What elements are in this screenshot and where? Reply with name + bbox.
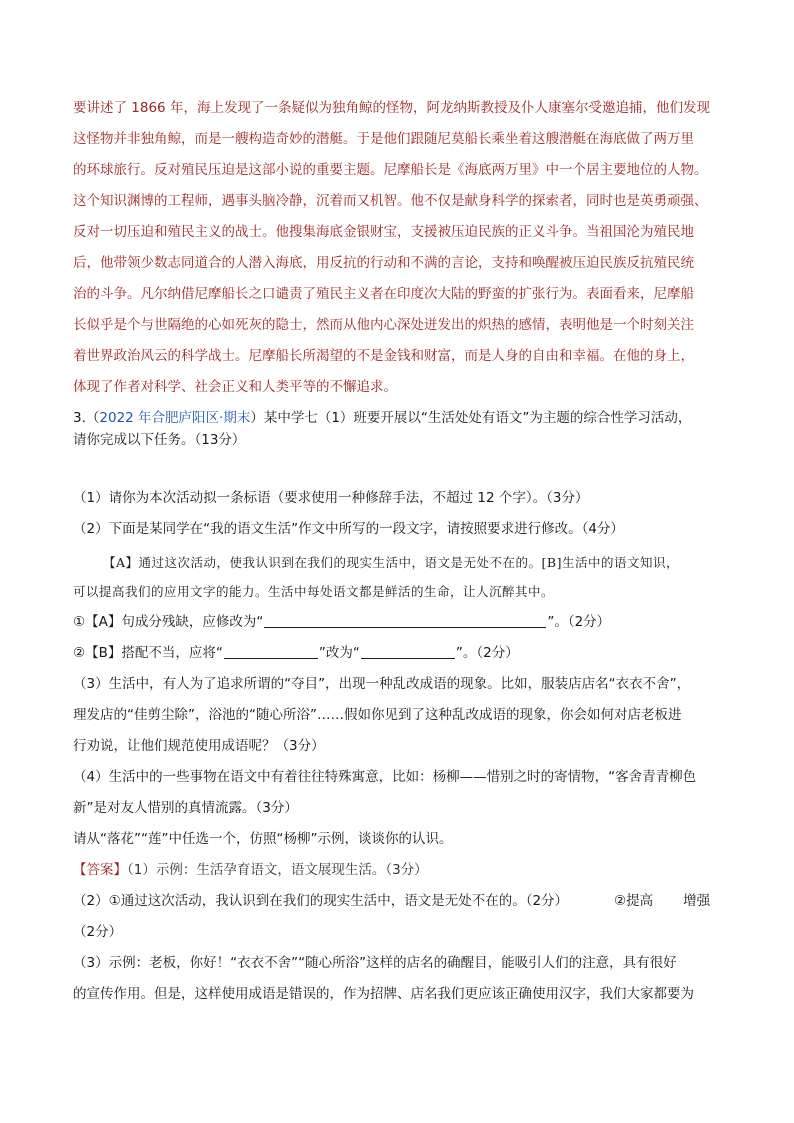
answer-prev-line-8: 长似乎是个与世隔绝的心如死灰的隐士，然而从他内心深处迸发出的炽热的感情，表明他是一个时刻关注 (73, 317, 694, 333)
answer-prev-line-3: 的环球旅行。反对殖民压迫是这部小说的重要主题。尼摩船长是《海底两万里》中一个居主要地位的人物。 (73, 162, 708, 178)
q2-1-suffix: ”。（2分） (547, 614, 611, 630)
answer-blank-b-revised[interactable] (361, 644, 455, 659)
sub-question-3-line-2: 理发店的“佳剪尘除”，浴池的“随心所浴”……假如你见到了这种乱改成语的现象，你会如何对店老板进 (73, 707, 682, 723)
answer-2-part-3: 增强 (683, 893, 711, 909)
sub-question-2-2 (73, 643, 519, 663)
answer-prev-line-1: 要讲述了 1866 年，海上发现了一条疑似为独角鲸的怪物，阿龙纳斯教授及仆人康塞尔受邀追捕，他们发现 (73, 100, 710, 116)
question-source: 2022 年合肥庐阳区·期末 (99, 410, 251, 426)
answer-prev-line-2: 这怪物并非独角鲸，而是一艘构造奇妙的潜艇。于是他们跟随尼莫船长乘坐着这艘潜艇在海底做了两万里 (73, 131, 694, 147)
answer-prev-line-4: 这个知识渊博的工程师，遇事头脑冷静，沉着而又机智。他不仅是献身科学的探索者，同时也是英勇顽强、 (73, 193, 708, 209)
answer-prev-line-7: 治的斗争。凡尔纳借尼摩船长之口谴责了殖民主义者在印度次大陆的野蛮的扩张行为。表面看来，尼摩船 (73, 286, 694, 302)
question-header (73, 408, 691, 428)
sub-question-3-line-3: 行劝说，让他们规范使用成语呢？（3分） (73, 738, 325, 754)
q2-2-mid: ”改为“ (318, 645, 360, 661)
passage-line-2: 可以提高我们的应用文字的能力。生活中每处语文都是鲜活的生命，让人沉醉其中。 (73, 584, 555, 599)
sub-question-2: （2）下面是某同学在“我的语文生活”作文中所写的一段文字，请按照要求进行修改。（4分） (73, 521, 624, 537)
sub-question-3-line-1: （3）生活中，有人为了追求所谓的“夺目”，出现一种乱改成语的现象。比如，服装店店名“衣衣不舍”， (73, 676, 691, 692)
answer-prev-line-10: 体现了作者对科学、社会正义和人类平等的不懈追求。 (73, 379, 397, 395)
q2-2-prompt: ②【B】搭配不当，应将“ (73, 645, 223, 661)
answer-2-part-2: ②提高 (614, 893, 654, 909)
answer-3-line-2: 的宣传作用。但是，这样使用成语是错误的，作为招牌、店名我们更应该正确使用汉字，我们大家都要为 (73, 986, 694, 1002)
q2-1-prompt: ①【A】句成分残缺，应修改为“ (73, 614, 264, 630)
question-stem-b: 请你完成以下任务。（13分） (73, 432, 246, 448)
answer-3-line-1: （3）示例：老板，你好！“衣衣不舍”“随心所浴”这样的店名的确醒目，能吸引人们的注意，具有很好 (73, 955, 677, 971)
answer-blank-b-original[interactable] (224, 644, 318, 659)
q2-2-suffix: ”。（2分） (455, 645, 519, 661)
question-number: 3.（ (73, 410, 100, 426)
answer-prev-line-9: 着世界政治风云的科学战士。尼摩船长所渴望的不是金钱和财富，而是人身的自由和幸福。在他的身上， (73, 348, 694, 364)
answer-prev-line-6: 后，他带领少数志同道合的人潜入海底，用反抗的行动和不满的言论，支持和唤醒被压迫民族反抗殖民统 (73, 255, 694, 271)
sub-question-4-line-3: 请从“落花”“莲”中任选一个，仿照“杨柳”示例，谈谈你的认识。 (73, 831, 453, 847)
answer-line-1 (73, 860, 428, 880)
answer-prev-line-5: 反对一切压迫和殖民主义的战士。他搜集海底金银财宝，支援被压迫民族的正义斗争。当祖国沦为殖民地 (73, 224, 694, 240)
sub-question-4-line-2: 新”是对友人惜别的真情流露。（3分） (73, 800, 298, 816)
sub-question-1: （1）请你为本次活动拟一条标语（要求使用一种修辞手法，不超过 12 个字）。（3分） (73, 490, 589, 506)
passage-line-1: 【A】通过这次活动，使我认识到在我们的现实生活中，语文是无处不在的。[B]生活中的语文知识， (103, 555, 679, 570)
answer-1: （1）示例：生活孕育语文，语文展现生活。（3分） (127, 862, 428, 878)
answer-tag: 【答案】 (73, 862, 127, 878)
sub-question-4-line-1: （4）生活中的一些事物在语文中有着往往特殊寓意，比如：杨柳——惜别之时的寄情物，“客舍青青柳色 (73, 769, 697, 785)
answer-2-part-1: （2）①通过这次活动，我认识到在我们的现实生活中，语文是无处不在的。（2分） (73, 893, 569, 909)
answer-blank-a[interactable] (264, 613, 546, 628)
answer-line-2 (73, 891, 710, 911)
answer-2-score: （2分） (73, 924, 123, 940)
question-stem-a: ）某中学七（1）班要开展以“生活处处有语文”为主题的综合性学习活动， (250, 410, 692, 426)
sub-question-2-1 (73, 612, 610, 632)
